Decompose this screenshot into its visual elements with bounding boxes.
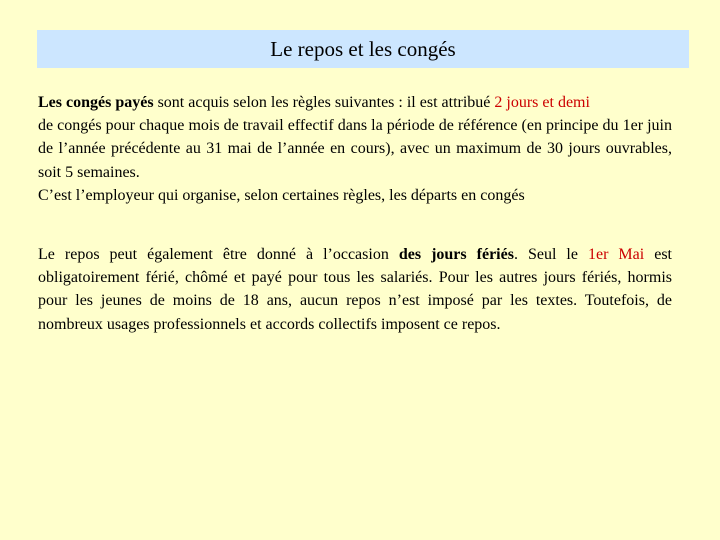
paragraph2-text-c: est [644,246,672,263]
paragraph2-first-line [38,243,672,266]
may-day-highlight: 1er Mai [587,246,645,263]
public-holidays-term: des jours fériés [398,246,514,263]
page-title: Le repos et les congés [270,36,456,61]
paragraph1-text-b: de congés pour chaque mois de travail effectif dans la période de référence (en principe du 1er juin de l’année précédente au 31 mai de l’année en cours), avec un maximum de 30 jours ouvrables, soit 5 semaines. [38,117,672,181]
paragraph1-text-a: sont acquis selon les règles suivantes : il est attribué [153,94,495,111]
paid-leave-paragraph [38,91,672,207]
paragraph2-text-b: . Seul le [513,246,588,263]
paragraph2-text-d: obligatoirement férié, chômé et payé pour tous les salariés. Pour les autres jours fériés, hormis pour les jeunes de moins de 18 ans, aucun repos n’est imposé par les textes. Toutefois, de nombreux usages professionnels et accords collectifs imposent ce repos. [38,269,672,333]
paragraph1-first-line [38,91,672,114]
paid-leave-term: Les congés payés [38,94,154,111]
title-banner [37,30,689,68]
paragraph1-text-c: C’est l’employeur qui organise, selon certaines règles, les départs en congés [38,186,525,204]
leave-days-highlight: 2 jours et demi [494,94,590,111]
paragraph2-text-a: Le repos peut également être donné à l’occasion [38,246,399,263]
holidays-paragraph [38,243,672,336]
